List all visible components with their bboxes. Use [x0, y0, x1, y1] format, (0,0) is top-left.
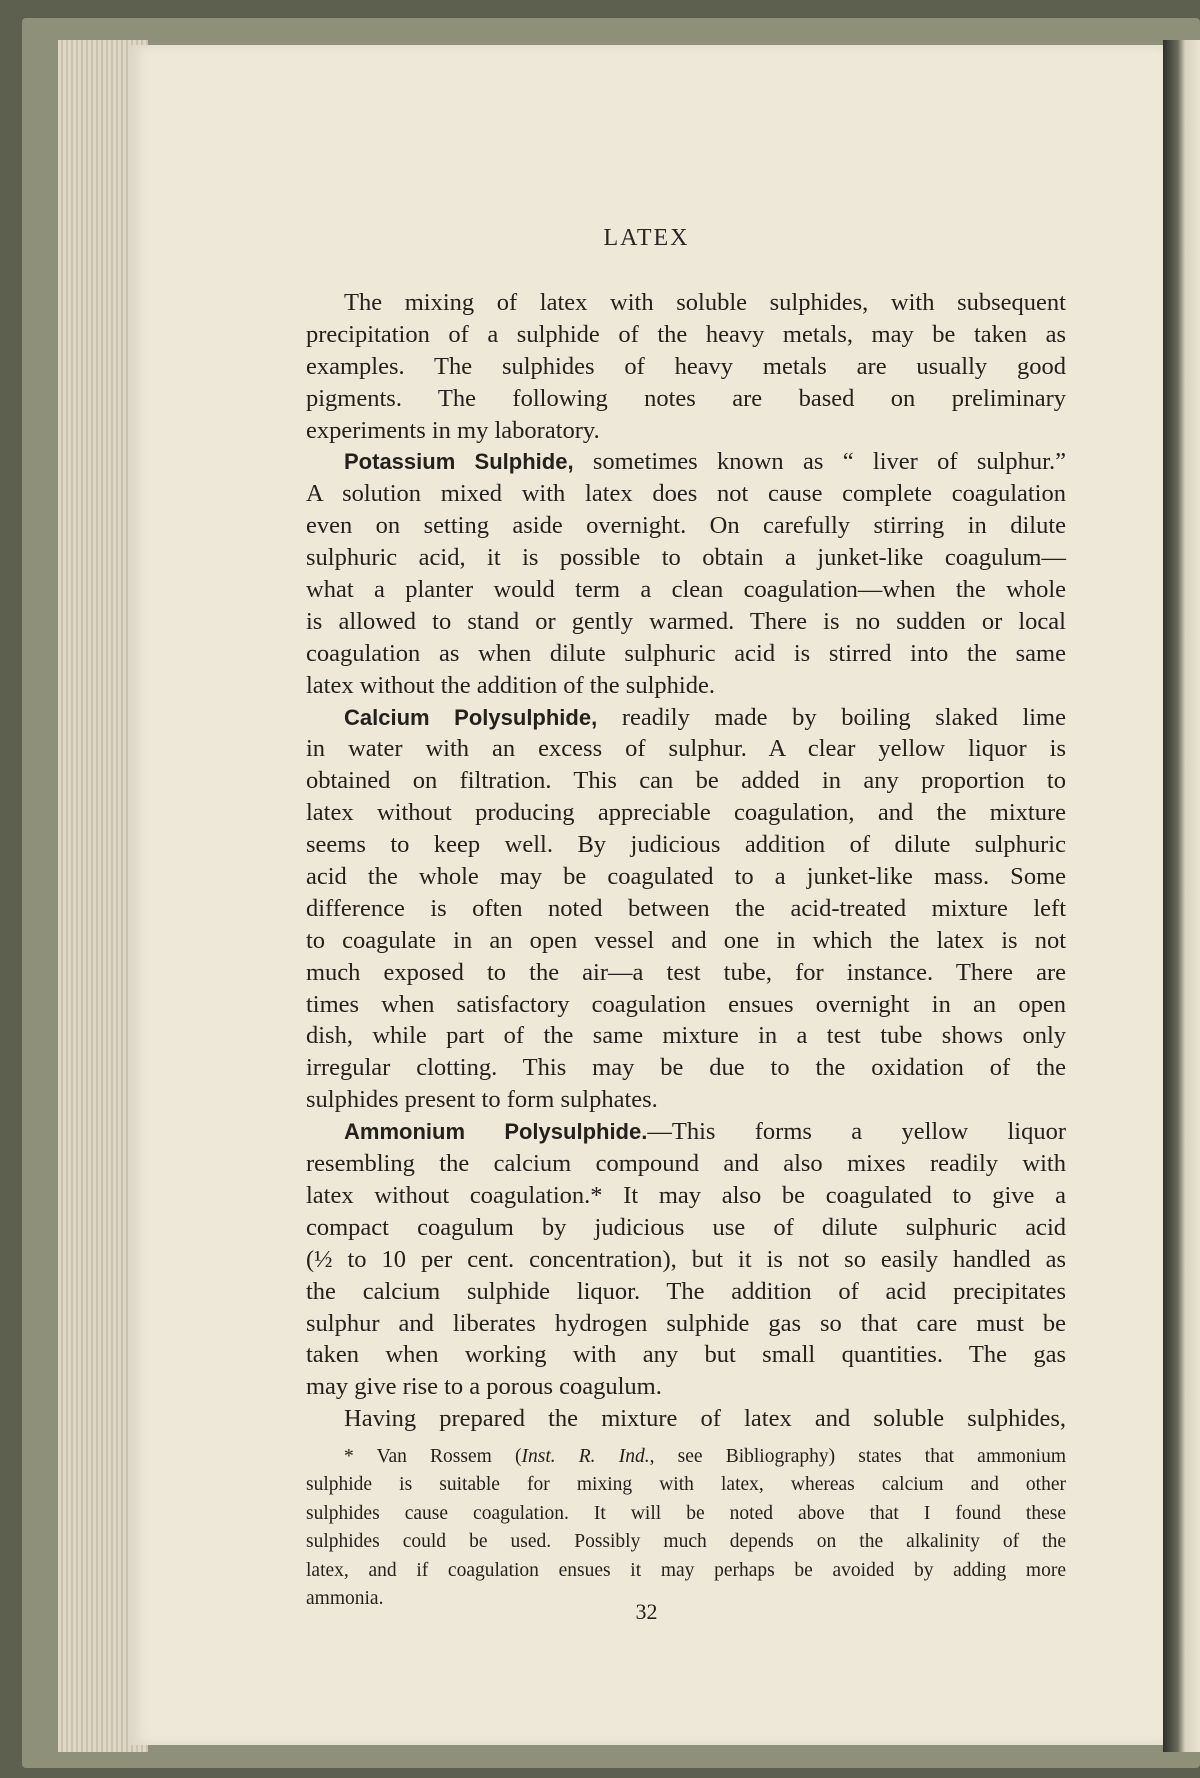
text-run: even on setting aside overnight. On carefully stirring in dilute: [306, 512, 1066, 540]
paragraph-line: [306, 383, 1066, 415]
paragraph-line: [306, 1276, 1066, 1308]
text-run: sulphides cause coagulation. It will be noted above that I found these: [306, 1502, 1066, 1524]
paragraph-line: [306, 702, 1066, 734]
paragraph-line: [306, 1020, 1066, 1052]
italic-citation: Inst. R. Ind.: [521, 1446, 650, 1467]
paragraph-line: [306, 478, 1066, 510]
paragraph-line: [306, 989, 1066, 1021]
footnote-line: [306, 1500, 1066, 1528]
paragraph-line: [306, 1339, 1066, 1371]
text-run: much exposed to the air—a test tube, for instance. There are: [306, 958, 1066, 986]
paragraph-line: [306, 829, 1066, 861]
paragraph-line: [306, 1403, 1066, 1435]
text-run: sometimes known as “ liver of sulphur.”: [573, 448, 1066, 476]
paragraph-line: [306, 1244, 1066, 1276]
page-number: 32: [635, 1599, 658, 1624]
text-run: sulphide is suitable for mixing with latex, whereas calcium and other: [306, 1474, 1066, 1496]
running-head: LATEX: [603, 225, 690, 251]
body-text: [306, 287, 1066, 1435]
paragraph-line: [306, 510, 1066, 542]
paragraph-line: [306, 1052, 1066, 1084]
text-run: what a planter would term a clean coagulation—when the whole: [306, 576, 1066, 604]
paragraph-line: [306, 638, 1066, 670]
text-run: , see Bibliography) states that ammonium: [649, 1446, 1067, 1467]
text-run: compact coagulum by judicious use of dilute sulphuric acid: [306, 1213, 1066, 1241]
text-run: to coagulate in an open vessel and one in which the latex is not: [306, 926, 1066, 954]
book-page: [130, 45, 1163, 1745]
paragraph-line: [306, 733, 1066, 765]
text-run: difference is often noted between the acid-treated mixture left: [306, 894, 1066, 922]
paragraph-line: [306, 957, 1066, 989]
text-run: the calcium sulphide liquor. The addition of acid precipitates: [306, 1277, 1066, 1305]
footnote-line: [306, 1528, 1066, 1556]
section-heading: Ammonium Polysulphide.: [344, 1119, 648, 1145]
text-run: sulphides present to form sulphates.: [306, 1086, 658, 1114]
paragraph-line: [306, 446, 1066, 478]
footnote-line: [306, 1471, 1066, 1499]
text-run: The mixing of latex with soluble sulphides, with subsequent: [344, 289, 1066, 316]
text-run: seems to keep well. By judicious addition of dilute sulphuric: [306, 831, 1066, 859]
text-run: in water with an excess of sulphur. A clear yellow liquor is: [306, 735, 1066, 763]
text-run: * Van Rossem (: [344, 1446, 522, 1467]
text-run: latex, and if coagulation ensues it may perhaps be avoided by adding more: [306, 1559, 1066, 1581]
text-run: sulphides could be used. Possibly much depends on the alkalinity of the: [306, 1531, 1066, 1553]
text-run: times when satisfactory coagulation ensues overnight in an open: [306, 990, 1066, 1018]
paragraph-line: [306, 542, 1066, 574]
book-spine-edge: [1163, 40, 1200, 1752]
paragraph-line: [306, 1148, 1066, 1180]
text-run: —This forms a yellow liquor: [647, 1118, 1067, 1146]
paragraph-line: [306, 670, 1066, 702]
paragraph-line: [306, 765, 1066, 797]
footnote-line: [306, 1557, 1066, 1585]
text-run: latex without producing appreciable coagulation, and the mixture: [306, 799, 1066, 827]
text-run: may give rise to a porous coagulum.: [306, 1373, 662, 1401]
text-run: taken when working with any but small quantities. The gas: [306, 1341, 1066, 1369]
section-heading: Potassium Sulphide,: [344, 449, 574, 475]
text-run: irregular clotting. This may be due to the oxidation of the: [306, 1054, 1066, 1082]
text-run: latex without coagulation.* It may also be coagulated to give a: [306, 1181, 1066, 1209]
text-run: pigments. The following notes are based on preliminary: [306, 384, 1066, 412]
text-run: experiments in my laboratory.: [306, 416, 600, 444]
text-run: resembling the calcium compound and also mixes readily with: [306, 1150, 1066, 1178]
text-run: Having prepared the mixture of latex and soluble sulphides,: [344, 1405, 1066, 1433]
paragraph-line: [306, 1180, 1066, 1212]
text-run: acid the whole may be coagulated to a junket-like mass. Some: [306, 863, 1066, 891]
text-run: readily made by boiling slaked lime: [597, 703, 1066, 731]
paragraph-line: [306, 797, 1066, 829]
paragraph-line: [306, 1308, 1066, 1340]
section-heading: Calcium Polysulphide,: [344, 704, 598, 730]
paragraph-line: [306, 287, 1066, 319]
paragraph-line: [306, 861, 1066, 893]
text-run: is allowed to stand or gently warmed. There is no sudden or local: [306, 607, 1066, 635]
paragraph-line: [306, 1212, 1066, 1244]
paragraph-line: [306, 1371, 1066, 1403]
footnote-line: [306, 1443, 1066, 1471]
text-run: ammonia.: [306, 1587, 384, 1609]
paragraph-line: [306, 319, 1066, 351]
text-run: examples. The sulphides of heavy metals are usually good: [306, 352, 1066, 380]
text-run: dish, while part of the same mixture in a test tube shows only: [306, 1022, 1066, 1050]
text-run: obtained on filtration. This can be added in any proportion to: [306, 767, 1066, 795]
text-run: (½ to 10 per cent. concentration), but it is not so easily handled as: [306, 1245, 1066, 1273]
text-run: sulphuric acid, it is possible to obtain a junket-like coagulum—: [306, 544, 1066, 572]
text-run: A solution mixed with latex does not cause complete coagulation: [306, 480, 1066, 508]
paragraph-line: [306, 351, 1066, 383]
paragraph-line: [306, 925, 1066, 957]
text-run: sulphur and liberates hydrogen sulphide gas so that care must be: [306, 1309, 1066, 1337]
text-run: coagulation as when dilute sulphuric acid is stirred into the same: [306, 639, 1066, 667]
paragraph-line: [306, 1116, 1066, 1148]
paragraph-line: [306, 606, 1066, 638]
paragraph-line: [306, 1084, 1066, 1116]
footnote: [306, 1443, 1066, 1613]
paragraph-line: [306, 574, 1066, 606]
paragraph-line: [306, 415, 1066, 447]
text-run: latex without the addition of the sulphide.: [306, 671, 715, 699]
text-run: precipitation of a sulphide of the heavy metals, may be taken as: [306, 320, 1066, 348]
paragraph-line: [306, 893, 1066, 925]
